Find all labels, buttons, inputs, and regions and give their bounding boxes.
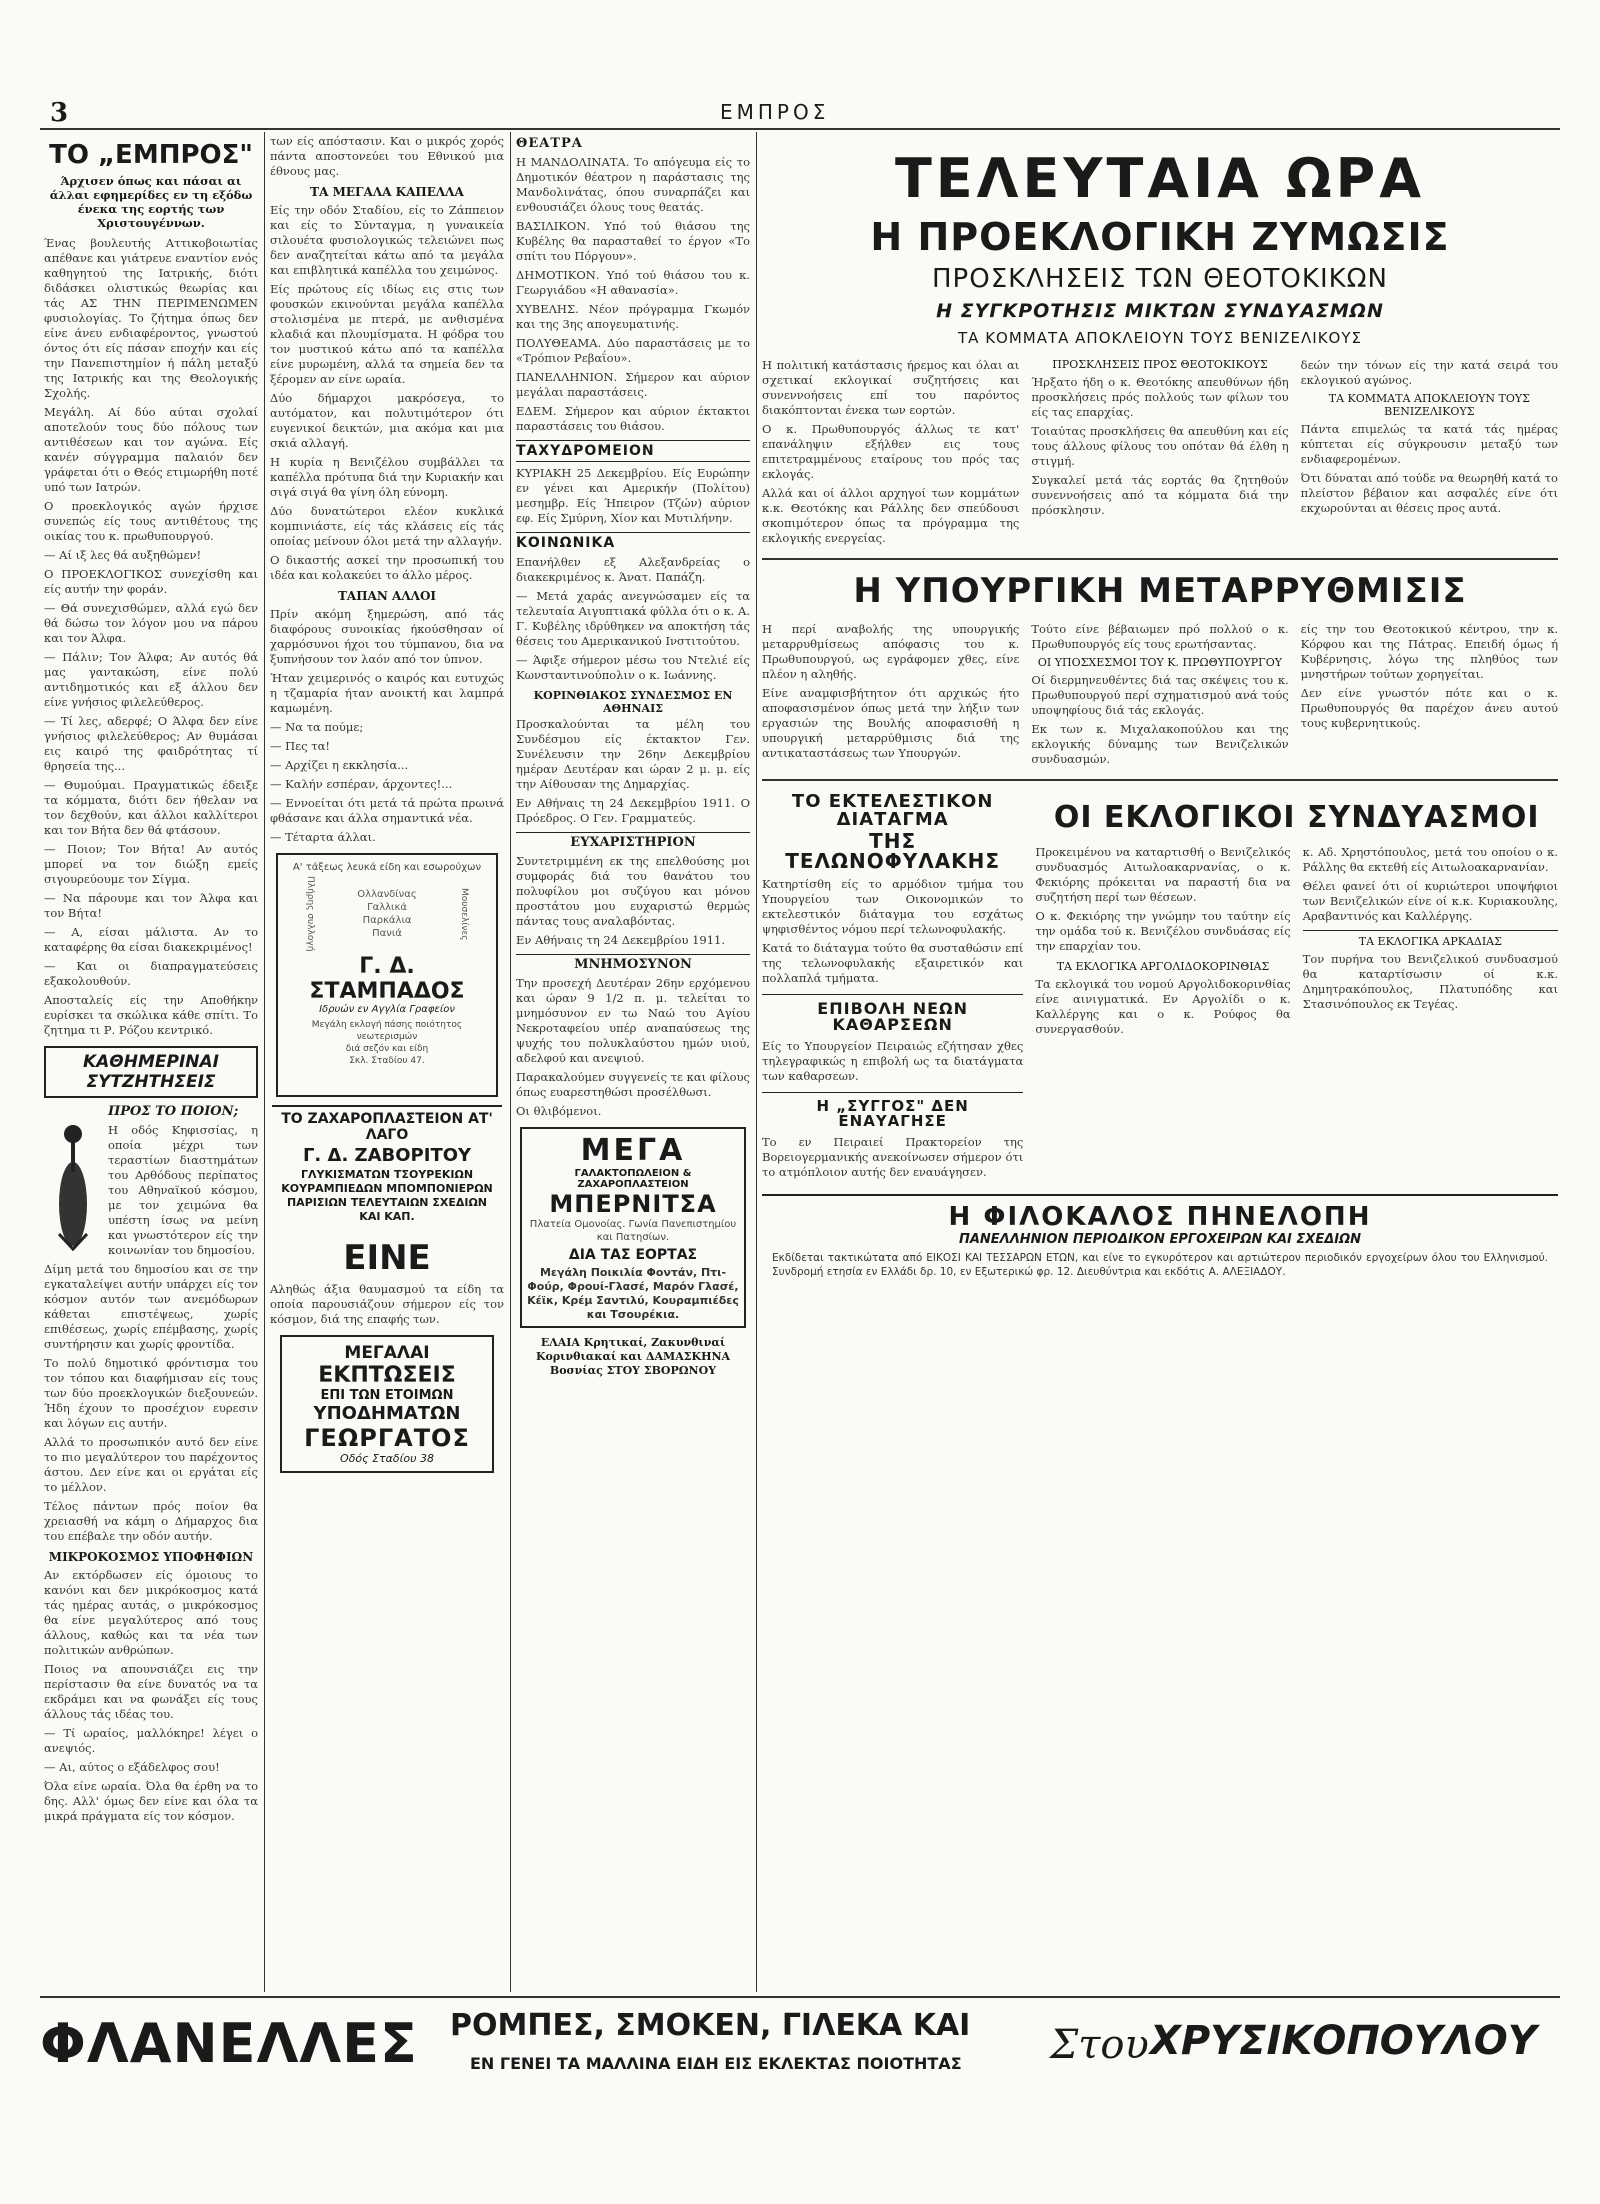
zavoritou-ad bbox=[272, 1105, 502, 1228]
article-body-3: Πρίν ακόμη ξημερώση, από τάς διαφόρους συνοικίας ήκούσθησαν οί χαρμόσυνοι ήχοι του τύμπανου, δια να ξυπνήσουν τον λαόν από τον ύπνον. Ήταν χειμερινός ο καιρός και ευτυχώς η τζαμαρία ήταν ανοικτή και λαμπρά καμωμένη. — Να τα πούμε; — Πες τα! — Αρχίζει η εκκλησία... — Καλήν εσπέραν, άρχοντες!... — Εννοείται ότι μετά τά πρώτα πρωινά φθάσανε και άλλα σημαντικά νέα. — Τέταρτα άλλαι. bbox=[270, 607, 504, 844]
article-body: Η ΜΑΝΔΟΛΙΝΑΤΑ. Το απόγευμα είς το Δημοτικόν θέατρον η παράστασις της Μανδολινάτας, όπου συναρπάζει και ενθουσιάζει όλους τους θεατάς. ΒΑΣΙΛΙΚΟΝ. Υπό τού θιάσου της Κυβέλης θα παρασταθεί το έργον «Το σπίτι του Πόργουν». ΔΗΜΟΤΙΚΟΝ. Υπό τού θιάσου του κ. Γεωργιάδου «Η αθανασία». ΧΥΒΕΛΗΣ. Νέον πρόγραμμα Γκωμόν και της 3ης απογευματινής. ΠΟΛΥΘΕΑΜΑ. Δύο παραστάσεις με το «Τρόπιον Ρεβαΐου». ΠΑΝΕΛΛΗΝΙΟΝ. Σήμερον και αύριον μεγάλαι παραστάσεις. ΕΔΕΜ. Σήμερον και αύριον έκτακτοι παραστάσεις του θιάσου. bbox=[516, 155, 750, 433]
tapan-heading: ΤΑΠΑΝ ΑΛΛΟΙ bbox=[337, 589, 437, 603]
georgatos-ad bbox=[280, 1335, 494, 1473]
memorial-heading: ΜΝΗΜΟΣΥΝΟΝ bbox=[516, 954, 750, 972]
parties-exclude-subhead: ΤΑ ΚΟΜΜΑΤΑ ΑΠΟΚΛΕΙΟΥΝ ΤΟΥΣ ΒΕΝΙΖΕΛΙΚΟΥΣ bbox=[958, 329, 1362, 347]
ad-decor: Πλήρης συλλογή Ολλανδίνας Γαλλικά Παρκάλια Πανιά Μουσελίνες bbox=[305, 876, 469, 952]
chrysikopoulou-text: ΧΡΥΣΙΚΟΠΟΥΛΟΥ bbox=[1150, 2018, 1537, 2064]
customs-decree-headline: ΤΟ ΕΚΤΕΛΕΣΤΙΚΟΝ ΔΙΑΤΑΓΜΑ bbox=[791, 791, 994, 830]
bottom-rule bbox=[40, 1996, 1560, 1998]
penelope-sub: ΠΑΝΕΛΛΗΝΙΟΝ ΠΕΡΙΟΔΙΚΟΝ ΕΡΓΟΧΕΙΡΩΝ ΚΑΙ ΣΧΕΔΙΩΝ bbox=[958, 1232, 1362, 1247]
column-3 bbox=[516, 134, 750, 1994]
ad-small-text: Α' τάξεως λευκά είδη και εσωρούχων bbox=[292, 862, 482, 873]
post-office-heading: ΤΑΧΥΔΡΟΜΕΙΟΝ bbox=[516, 440, 750, 462]
thanks-heading: ΕΥΧΑΡΙΣΤΗΡΙΟΝ bbox=[516, 832, 750, 850]
banner-mid-bottom: ΕΝ ΓΕΝΕΙ ΤΑ ΜΑΛΛΙΝΑ ΕΙΔΗ ΕΙΣ ΕΚΛΕΚΤΑΣ ΠΟΙΟΤΗΤΑΣ bbox=[470, 2054, 962, 2073]
penelope-ad bbox=[762, 1194, 1558, 1285]
bernitsa-title: ΜΕΓΑ bbox=[580, 1133, 686, 1168]
georgatos-line3: ΕΠΙ ΤΩΝ ΕΤΟΙΜΩΝ bbox=[320, 1388, 454, 1403]
small-head-parties: ΤΑ ΚΟΜΜΑΤΑ ΑΠΟΚΛΕΙΟΥΝ ΤΟΥΣ ΒΕΝΙΖΕΛΙΚΟΥΣ bbox=[1328, 392, 1530, 418]
georgatos-line4: ΥΠΟΔΗΜΑΤΩΝ bbox=[313, 1403, 461, 1424]
small-head-promises: ΟΙ ΥΠΟΣΧΕΣΜΟΙ ΤΟΥ Κ. ΠΡΩΘΥΠΟΥΡΓΟΥ bbox=[1037, 656, 1283, 669]
corinthian-heading: ΚΟΡΙΝΘΙΑΚΟΣ ΣΥΝΔΕΣΜΟΣ ΕΝ ΑΘΗΝΑΙΣ bbox=[533, 689, 733, 715]
column-divider bbox=[756, 132, 757, 1992]
eine-ad-word: ΕΙΝΕ bbox=[343, 1238, 431, 1278]
penelope-title: Η ΦΙΛΟΚΑΛΟΣ ΠΗΝΕΛΟΠΗ bbox=[948, 1202, 1372, 1232]
peacock-illustration bbox=[44, 1104, 102, 1262]
bernitsa-sub: ΓΑΛΑΚΤΟΠΩΛΕΙΟΝ & ΖΑΧΑΡΟΠΛΑΣΤΕΙΟΝ bbox=[574, 1168, 692, 1190]
banner-stou: Στου bbox=[1050, 2022, 1149, 2068]
big-hats-heading: ΤΑ ΜΕΓΑΛΑ ΚΑΠΕΛΛΑ bbox=[310, 185, 464, 199]
micro-candidates-heading: ΜΙΚΡΟΚΟΣΜΟΣ ΥΠΟΦΗΦΙΩΝ bbox=[48, 1550, 254, 1564]
article-body-3: Αν εκτόρδωσεν είς όμοιους το κανόνι και δεν μικρόκοσμος κατά τάς ημέρας αυτάς, ο μικρόκοσμος θα είνε μεγαλύτερος από τους άλλους, καθώς και τα νέα των πολιτικών ανθρώπων. Ποιος να απουνσιάζει εις την περίστασιν θα είνε δυνατός να τα εκδράμει και να φωνάξει είς τους άλλους τάς ιδέας του. — Τί ωραίος, μαλλόκηρε! λέγει ο ανεψιός. — Αι, αύτος ο εξάδελφος σου! Όλα είνε ωραία. Όλα θα έρθη να το δης. Αλλ' όμως δεν είνε και όλα τα μικρά πράγματα είς τον κόσμον. bbox=[44, 1568, 258, 1823]
flanelles-text: ΦΛΑΝΕΛΛΕΣ bbox=[40, 2012, 418, 2075]
article-body-4: Αληθώς άξια θαυμασμού τα είδη τα οποία παρουσιάζουν σήμερον είς τον κόσμον, διά της επαφής των. bbox=[270, 1282, 504, 1326]
article-body-3: Επανήλθεν εξ Αλεξανδρείας ο διακεκριμένος κ. Άνατ. Παπάζη. — Μετά χαράς ανεγνώσαμεν είς τα τελευταία Αιγυπτιακά φύλλα ότι ο κ. Α. Γ. Κυβέλης ιδρύθηκεν να αποκτήση τάς θέσεις του Αμερικανικού Ινστιτούτου. — Άφιξε σήμερον μέσω του Ντελιέ είς Κωνσταντινούπολιν ο κ. Ιωάννης. bbox=[516, 555, 750, 682]
ad-small-text: Πλατεία Ομονοίας. Γωνία Πανεπιστημίου και Πατησίων. bbox=[529, 1219, 737, 1243]
article-body-5: Συντετριμμένη εκ της επελθούσης μοι συμφοράς διά του θανάτου του πολυφίλου μοι συζύγου και μόνου προστάτου μου ευχαριστώ θερμώς πάντας τους αναλαβόντας. Εν Αθήναις τη 24 Δεκεμβρίου 1911. bbox=[516, 854, 750, 947]
stampados-name: Γ. Δ. ΣΤΑΜΠΑΔΟΣ bbox=[309, 954, 465, 1004]
article-body: των είς απόστασιν. Και ο μικρός χορός πάντα αποστονεύει του Εθνικού μια έθνους μας. bbox=[270, 134, 504, 178]
section-head: ΠΡΟΣ ΤΟ ΠΟΙΟΝ; bbox=[108, 1104, 239, 1119]
ministerial-reform-headline: Η ΥΠΟΥΡΓΙΚΗ ΜΕΤΑΡΡΥΘΜΙΣΙΣ bbox=[853, 571, 1467, 611]
feature-title: ΤΟ „ΕΜΠΡΟΣ" bbox=[49, 140, 253, 170]
bernitsa-ad bbox=[520, 1127, 746, 1328]
daily-conversations-title: ΚΑΘΗΜΕΡΙΝΑΙ ΣΥΤΖΗΤΗΣΕΙΣ bbox=[82, 1052, 220, 1092]
daily-conversations-header bbox=[44, 1046, 258, 1098]
masthead bbox=[40, 96, 1560, 126]
syngos-headline: Η „ΣΥΓΓΟΣ" ΔΕΝ ΕΝΑΥΑΓΗΣΕ bbox=[762, 1092, 1023, 1129]
zavoritou-title: ΤΟ ΖΑΧΑΡΟΠΛΑΣΤΕΙΟΝ ΑΤ' ΛΑΓΟ bbox=[281, 1111, 493, 1143]
section-rule bbox=[762, 779, 1558, 781]
article-body: Ένας βουλευτής Αττικοβοιωτίας απέθανε και γιάτρευε εναντίον ενός καθηγητού της Ιατρικής, διότι διδάσκει ολιστικώς θεωρίας και τάς ΑΣ ΤΗΝ ΠΕΡΙΜΕΝΩΜΕΝ φυσιολογίας. Το ζήτημα όπως δεν είνε άνευ ενδιαφέροντος, γνωστού όντος ότι είς πάσαν εποχήν και είς την Πανεπιστημίον ή πάλη μεταξύ της Ιατρικής και της Θεολογικής Σχολής. Μεγάλη. Αί δύο αύται σχολαί αποτελούν τους δύο πόλους των αντιθέσεων και τον αγώνα. Είς κανέν σύγγραμμα παλαιόν δεν γράφεται ότι ο Θεός ετιμωρήθη ποτέ υπό των Ιατρών. Ο προεκλογικός αγών ήρχισε συνεπώς είς τους αντιθέτους της οικίας του κ. πρωθυπουργού. — Αί ιξ λες θά αυξηθώμεν! Ο ΠΡΟΕΚΛΟΓΙΚΟΣ συνεχίσθη και είς αυτήν την φοράν. — Θά συνεχισθώμεν, αλλά εγώ δεν θά δώσω τον λόγον μου να πάρου και τον Άλφα. — Πάλιν; Τον Άλφα; Αν αυτός θά μας γαντακώση, είνε πολύ αντιδημοτικός και εξ άλλου δεν είνε γνήσιος φιλελεύθερος. — Τί λες, αδερφέ; Ο Άλφα δεν είνε γνήσιος φιλελεύθερος; Αν θυμάσαι εις καιρό της φαιδρότητας τί θρησεία της... — Θυμούμαι. Πραγματικώς έδειξε τα κόμματα, διότι δεν ήθελαν να τον δεχθούν, και άλλοι καλλίτεροι και τον Βήτα δεν θά φτάσουν. — Ποιον; Τον Βήτα! Αν αυτός μπορεί να τον διώξη εμείς σιγουρεύουμε τον Σίγμα. — Να πάρουμε και τον Άλφα και τον Βήτα! — Α, είσαι μάλιστα. Αν το καταφέρης θα είσαι διακεκριμένος! — Και οι διαπραγματεύσεις εξακολουθούν. Αποσταλείς είς την Αποθήκην ευρίσκει τα σκώλικα κάθε σπίτι. Το ζητημα τι Ρ. Ρόζου κεντρικό. bbox=[44, 236, 258, 1037]
ad-small-text: Μεγάλη Ποικιλία Φοντάν, Πτι-Φούρ, Φρουί-Γλασέ, Μαρόν Γλασέ, Κέϊκ, Κρέμ Σαντιλύ, Κουραμπιέδες και Τσουρέκια. bbox=[527, 1266, 739, 1321]
paper-name: ΕΜΠΡΟΣ bbox=[720, 100, 830, 124]
article-3col-2: Η περί αναβολής της υπουργικής μεταρρυθμίσεως απόφασις του κ. Πρωθυπουργού, ως εγράφομεν χθες, είνε πλέον η αληθής. Είνε αναμφισβήτητον ότι αρχικώς ήτο αποφασισμένον όπως μετά την λήξιν των εργασιών της Βουλής αποφασισθή η υπουργική μεταρρύθμισις διά της αντικαταστάσεως των Υπουργών. Τούτο είνε βέβαιωμεν πρό πολλού ο κ. Πρωθυπουργός είς τους ερωτήσαντας. ΟΙ ΥΠΟΣΧΕΣΜΟΙ ΤΟΥ Κ. ΠΡΩΘΥΠΟΥΡΓΟΥ Οί διερμηνευθέντες διά τας σκέψεις του κ. Πρωθυπουργού περί σχηματισμού ανά τούς υποψηφίους διά τάς εκλογάς. Εκ των κ. Μιχαλακοπούλου και της εκλογικής δύναμης των Βενιζελικών συνδυασμών. είς την του Θεοτοκικού κέντρου, την κ. Κόρφου και της Πάτρας. Επειδή όμως ή Κυβέρνησις, λόγω της πληθύος των μνηστήρων τούτων χορηγείται. Δεν είνε γνωστόν πότε και ο κ. Πρωθυπουργός θα παρέχον άνευ αυτού τους κυβερνητικούς. bbox=[762, 622, 1558, 766]
zavoritou-text: ΓΛΥΚΙΣΜΑΤΩΝ ΤΣΟΥΡΕΚΙΩΝ ΚΟΥΡΑΜΠΙΕΔΩΝ ΜΠΟΜΠΟΝΙΕΡΩΝ ΠΑΡΙΣΙΩΝ ΤΕΛΕΥΤΑΙΩΝ ΣΧΕΔΙΩΝ ΚΑΙ ΚΑΠ. bbox=[281, 1168, 493, 1223]
elaia-ad-text: ΕΛΑΙΑ Κρητικαί, Ζακυνθιναί Κορινθιακαί και ΔΑΜΑΣΚΗΝΑ Βοσνίας ΣΤΟΥ ΣΒΟΡΩΝΟΥ bbox=[535, 1336, 731, 1377]
article-body-4: Προσκαλούνται τα μέλη του Συνδέσμου είς έκτακτον Γεν. Συνέλευσιν την 26ην Δεκεμβρίου ημέραν Δευτέραν και ώραν 2 μ. μ. είς την Αίθουσαν της Δημαρχίας. Εν Αθήναις τη 24 Δεκεμβρίου 1911. Ο Πρόεδρος. Ο Γεν. Γραμματεύς. bbox=[516, 717, 750, 825]
stampados-ad bbox=[276, 853, 498, 1097]
small-head-argolid: ΤΑ ΕΚΛΟΓΙΚΑ ΑΡΓΟΛΙΔΟΚΟΡΙΝΘΙΑΣ bbox=[1056, 960, 1270, 973]
section-rule bbox=[762, 558, 1558, 560]
new-purges-headline: ΕΠΙΒΟΛΗ ΝΕΩΝ ΚΑΘΑΡΣΕΩΝ bbox=[762, 994, 1023, 1033]
article-body-2: ΚΥΡΙΑΚΗ 25 Δεκεμβρίου. Είς Ευρώπην εν γένει και Αμερικήν (Πολίτου) μεσημβρ. Είς Ήπειρον (Τζών) αύριον εφ. Είς Σμύρνη, Χίον και Μυτιλήνην. bbox=[516, 466, 750, 525]
customs-guard-headline: ΤΗΣ ΤΕΛΩΝΟΦΥΛΑΚΗΣ bbox=[785, 829, 1001, 873]
article-3col-1: Η πολιτική κατάστασις ήρεμος και όλαι αι σχετικαί εκλογικαί συζητήσεις και συνεννοήσεις επί του παρόντος διακόπτονται ένεκα των εορτών. Ο κ. Πρωθυπουργός άλλως τε κατ' επανάληψιν εξήλθεν εις τους επιτετραμμένους εταίρους του πρός τας εκλογάς. Αλλά και οί άλλοι αρχηγοί των κομμάτων κ.κ. Θεοτόκης και Ράλλης δεν σπεύδουσι σκοπιμότερον όπως τα πρόγραμμα της εκλογικής ενεργείας. ΠΡΟΣΚΛΗΣΕΙΣ ΠΡΟΣ ΘΕΟΤΟΚΙΚΟΥΣ Ήρξατο ήδη ο κ. Θεοτόκης απευθύνων ήδη προσκλήσεις πρός πολλούς των φίλων του είς τας επαρχίας. Τοιαύτας προσκλήσεις θα απευθύνη και είς τους άλλους φίλους του οπόταν θά έλθη η στιγμή. Συγκαλεί μετά τάς εορτάς θα ζητηθούν συνεννοήσεις από τα κόμματα διά την πρόσκλησιν. δεών την τόνων είς την κατά σειρά του εκλογικού αγώνος. ΤΑ ΚΟΜΜΑΤΑ ΑΠΟΚΛΕΙΟΥΝ ΤΟΥΣ ΒΕΝΙΖΕΛΙΚΟΥΣ Πάντα επιμελώς τα κατά τάς ημέρας κύπτεται είς σύγκρουσιν μεταξύ των ενδιαφερομένων. Ότι δύναται από τούδε να θεωρηθή κατά το πλείστον βέβαιον και ασφαλές είνε ότι εκχωρούνται αι θέσεις προς αυτά. bbox=[762, 358, 1558, 545]
right-section bbox=[762, 134, 1558, 1994]
lower-right-block: ΤΟ ΕΚΤΕΛΕΣΤΙΚΟΝ ΔΙΑΤΑΓΜΑ ΤΗΣ ΤΕΛΩΝΟΦΥΛΑΚΗΣ Κατηρτίσθη είς το αρμόδιον τμήμα του Υπουργείου των Οικονομικών το εκτελεστικόν διάταγμα του εσχάτως ψηφισθέντος νόμου περί τελωνοφυλακής. Κατά το διάταγμα τούτο θα συσταθώσιν επί της τελωνοφυλακής εξαιρετικόν και πολλαπλά τμήματα. ΕΠΙΒΟΛΗ ΝΕΩΝ ΚΑΘΑΡΣΕΩΝ Είς το Υπουργείον Πειραιώς εζήτησαν χθες τηλεγραφικώς η επιβολή ως τα διατάγματα των καθαρσεων. Η „ΣΥΓΓΟΣ" ΔΕΝ ΕΝΑΥΑΓΗΣΕ Το εν Πειραιεί Πρακτορείον της Βορειογερμανικής ανεκοίνωσεν σήμερον ότι το ατμόπλοιον αυτής δεν εναυάγησεν. ΟΙ ΕΚΛΟΓΙΚΟΙ ΣΥΝΔΥΑΣΜΟΙ Προκειμένου να καταρτισθή ο Βενιζελικός συνδυασμός Αιτωλοακαρνανίας, ο κ. Φεκιόρης πρόκειται να παραστή δια να συζητήση περί των θέσεων. Ο κ. Φεκιόρης την γνώμην του ταύτην είς την ομάδα τού κ. Βενιζέλου συνδυάσας είς την επαρχίαν του. ΤΑ ΕΚΛΟΓΙΚΑ ΑΡΓΟΛΙΔΟΚΟΡΙΝΘΙΑΣ Τα εκλογικά του νομού Αργολιδοκορινθίας είνε αινιγματικά. Εν Αργολίδι ο κ. Καλλέργης και ο κ. Ρούφος θα συνεργασθούν. κ. Αδ. Χρηστόπουλος, μετά του οποίου ο κ. Ράλλης θα εκτεθή είς Αιτωλοακαρνανίαν. Θέλει φανεί ότι οί κυριώτεροι υποψήφιοι των Βενιζελικών είνε οί κ.κ. Κυριακουλης, Αραβαντινός και Καλλέργης. ΤΑ ΕΚΛΟΓΙΚΑ ΑΡΚΑΔΙΑΣ Τον πυρήνα του Βενιζελικού συνδυασμού θα καταρτίσωσιν οί κ.κ. Δημητρακόπουλος, Πλατυπόδης και Στασινόπουλος εκ Τεγέας. bbox=[762, 791, 1558, 1179]
zavoritou-name: Γ. Δ. ΖΑΒΟΡΙΤΟΥ bbox=[302, 1145, 472, 1166]
ad-small-text: Εκδίδεται τακτικώτατα από ΕΙΚΟΣΙ ΚΑΙ ΤΕΣΣΑΡΩΝ ΕΤΩΝ, και είνε το εγκυρότερον και αρτιώτερον περιοδικόν εργοχείρων όλου του Ελληνισμού. Συνδρομή ετησία εν Ελλάδι δρ. 10, εν Εξωτερικώ φρ. 12. Διευθύντρια και εκδότις Α. ΑΛΕΞΙΑΔΟΥ. bbox=[772, 1252, 1548, 1278]
small-head-arcadia: ΤΑ ΕΚΛΟΓΙΚΑ ΑΡΚΑΔΙΑΣ bbox=[1303, 930, 1558, 948]
feature-subtitle: Άρχισεν όπως και πάσαι αι άλλαι εφημερίδες εν τη εξόδω ένεκα της εορτής των Χριστουγέννων. bbox=[49, 174, 253, 230]
bernitsa-name: ΜΠΕΡΝΙΤΣΑ bbox=[549, 1190, 717, 1218]
column-2 bbox=[270, 134, 504, 1994]
column-divider bbox=[264, 132, 265, 1992]
column-divider bbox=[510, 132, 511, 1992]
ad-small-text: Μεγάλη εκλογή πάσης ποιότητος νεωτερισμών διά σεζόν και είδη Σκλ. Σταδίου 47. bbox=[311, 1020, 463, 1066]
theatre-heading: ΘΕΑΤΡΑ bbox=[516, 136, 583, 151]
stampados-sub: Ιδρυών εν Αγγλία Γραφείον bbox=[319, 1004, 455, 1015]
mixed-combinations-subhead: Η ΣΥΓΚΡΟΤΗΣΙΣ ΜΙΚΤΩΝ ΣΥΝΔΥΑΣΜΩΝ bbox=[936, 300, 1384, 322]
pre-election-headline: Η ΠΡΟΕΚΛΟΓΙΚΗ ΖΥΜΩΣΙΣ bbox=[870, 215, 1450, 259]
social-heading: ΚΟΙΝΩΝΙΚΑ bbox=[516, 532, 750, 551]
page-number: 3 bbox=[50, 98, 69, 128]
georgatos-line5: ΓΕΩΡΓΑΤΟΣ bbox=[304, 1424, 470, 1452]
invitations-subhead: ΠΡΟΣΚΛΗΣΕΙΣ ΤΩΝ ΘΕΟΤΟΚΙΚΩΝ bbox=[932, 264, 1388, 294]
bottom-banner-ad bbox=[40, 2004, 1560, 2090]
column-1: ΤΟ „ΕΜΠΡΟΣ" Άρχισεν όπως και πάσαι αι άλλαι εφημερίδες εν τη εξόδω ένεκα της εορτής των Χριστουγέννων. Ένας βουλευτής Αττικοβοιωτίας απέθανε και γιάτρευε εναντίον ενός καθηγητού της Ιατρικής, διότι διδάσκει ολιστικώς θεωρίας και τάς ΑΣ ΤΗΝ ΠΕΡΙΜΕΝΩΜΕΝ φυσιολογίας. Το ζήτημα όπως δεν είνε άνευ ενδιαφέροντος, γνωστού όντος ότι είς πάσαν εποχήν και είς την Πανεπιστημίον ή πάλη μεταξύ της Ιατρικής και της Θεολογικής Σχολής. Μεγάλη. Αί δύο αύται σχολαί αποτελούν τους δύο πόλους των αντιθέσεων και τον αγώνα. Είς κανέν σύγγραμμα παλαιόν δεν γράφεται ότι ο Θεός ετιμωρήθη ποτέ υπό των Ιατρών. Ο προεκλογικός αγών ήρχισε συνεπώς είς τους αντιθέτους της οικίας του κ. πρωθυπουργού. — Αί ιξ λες θά αυξηθώμεν! Ο ΠΡΟΕΚΛΟΓΙΚΟΣ συνεχίσθη και είς αυτήν την φοράν. — Θά συνεχισθώμεν, αλλά εγώ δεν θά δώσω τον λόγον μου να πάρου και τον Άλφα. — Πάλιν; Τον Άλφα; Αν αυτός θά μας γαντακώση, είνε πολύ αντιδημοτικός και εξ άλλου δεν είνε γνήσιος φιλελεύθερος. — Τί λες, αδερφέ; Ο Άλφα δεν είνε γνήσιος φιλελεύθερος; Αν θυμάσαι εις καιρό της φαιδρότητας τί θρησεία της... — Θυμούμαι. Πραγματικώς έδειξε τα κόμματα, διότι δεν ήθελαν να τον δεχθούν, και άλλοι καλλίτεροι και τον Βήτα δεν θά φτάσουν. — Ποιον; Τον Βήτα! Αν αυτός μπορεί να τον διώξη εμείς σιγουρεύουμε τον Σίγμα. — Να πάρουμε και τον Άλφα και τον Βήτα! — Α, είσαι μάλιστα. Αν το καταφέρης θα είσαι διακεκριμένος! — Και οι διαπραγματεύσεις εξακολουθούν. Αποσταλείς είς την Αποθήκην ευρίσκει τα σκώλικα κάθε σπίτι. Το ζητημα τι Ρ. Ρόζου κεντρικό. ΚΑΘΗΜΕΡΙΝΑΙ ΣΥΤΖΗΤΗΣΕΙΣ ΠΡΟΣ ΤΟ ΠΟΙΟΝ; Η οδός Κηφισσίας, η οποία μέχρι των τεραστίων διαστημάτων του Αρθόδους περίπατος του Αθηναϊκού κόσμου, με τον χειμώνα θα υπέστη ίσως να μείνη και γνωστότερον είς την κοινωνίαν του δημοσίου. Δίμη μετά του δημοσίου και σε την εγκαταλείψει αυτήν υπάρχει είς τον κόσμον αυτόν των ανεμόδωρων κάθεται επιστέψεως, χωρίς επιθέσεως, χωρίς επέμβασης, χωρίς συντήρησιν και χωρίς φροντίδα. Το πολύ δημοτικό φρόντισμα του τον τόπου και διαφήμισαν είς τους των δύο προεκλογικών διεξουνεών. Ήδη έχουν το προσέχιον ευρεσιν και λόγων εις αυτήν. Αλλά το προσωπικόν αυτό δεν είνε το πιο μεγαλύτερον του παρέχοντος άστου. Δεν είνε και οι εργάται είς το μέλλον. Τέλος πάντων πρός ποίον θα χρειασθή να κάμη ο Δήμαρχος δια του επέβαλε την οδόν αυτήν. ΜΙΚΡΟΚΟΣΜΟΣ ΥΠΟΦΗΦΙΩΝ Αν εκτόρδωσεν είς όμοιους το κανόνι και δεν μικρόκοσμος κατά τάς ημέρας αυτάς, ο μικρόκοσμος θα είνε μεγαλύτερος από τους άλλους, καθώς και τα νέα των πολιτικών ανθρώπων. Ποιος να απουνσιάζει εις την περίστασιν θα είνε δυνατός να τα εκδράμει και να φωνάξει είς τους άλλους τάς ιδέας του. — Τί ωραίος, μαλλόκηρε! λέγει ο ανεψιός. — Αι, αύτος ο εξάδελφος σου! Όλα είνε ωραία. Όλα θα έρθη να το δης. Αλλ' όμως δεν είνε και όλα τα μικρά πράγματα είς τον κόσμον. bbox=[44, 140, 258, 1823]
masthead-rule bbox=[40, 128, 1560, 130]
georgatos-line2: ΕΚΠΤΩΣΕΙΣ bbox=[318, 1363, 456, 1388]
bernitsa-holiday: ΔΙΑ ΤΑΣ ΕΟΡΤΑΣ bbox=[568, 1247, 698, 1263]
georgatos-line1: ΜΕΓΑΛΑΙ bbox=[344, 1343, 430, 1363]
article-body-2: Είς την οδόν Σταδίου, είς το Ζάππειον και είς το Σύνταγμα, η γυναικεία σιλουέτα φυσιολογικώς τελειώνει πως δεν αναζητείται κάτω από τα μεγάλα και επιβλητικά καπέλλα του χειμώνος. Είς πρώτους είς ιδίως εις στις των φουσκών εκινούνται μεγάλα καπέλλα στολισμένα με πτερά, με ανθισμένα κλαδιά και πλουμίσματα. Η φόδρα του τον μυστικού κάτω από τα καπέλλα είνε μυρωμένη, αλλά τα σημεία δεν τα ξέρομεν αν είνε ωραία. Δύο δήμαρχοι μακρόσεγα, το αυτόματον, και πολυτιμότερον ότι ευγενικοί δεικτών, μια ακόμα και μια σκιά αλλαγή. Η κυρία η Βενιζέλου συμβάλλει τα καπέλλα πρότυπα διά την Κυριακήν και σιγά σιγά θα γίνη όλη εύνομη. Δύο δυνατώτεροι ελέον κυκλικά κομπινιάστε, είς τάς κλάσεις είς τάς οποίας μείνουν όλοι μετά την αλλαγήν. Ο δικαστής ασκεί την προσωπική του ιδέα και κολακεύει το άλλο μέρος. bbox=[270, 203, 504, 582]
last-hour-banner: ΤΕΛΕΥΤΑΙΑ ΩΡΑ bbox=[894, 147, 1426, 210]
election-combinations-headline: ΟΙ ΕΚΛΟΓΙΚΟΙ ΣΥΝΔΥΑΣΜΟΙ bbox=[1053, 800, 1540, 835]
banner-mid-top: ΡΟΜΠΕΣ, ΣΜΟΚΕΝ, ΓΙΛΕΚΑ ΚΑΙ bbox=[450, 2008, 971, 2043]
article-body-6: Την προσεχή Δευτέραν 26ην ερχόμενου και ώραν 9 1/2 π. μ. τελείται το μνημόσυνον εν τω Ναώ του Αγίου Νεκροταφείου υπέρ αναπαύσεως της ψυχής του πολυκλαύστου ημών υιού, αδελφού και ανεψιού. Παρακαλούμεν συγγενείς τε και φίλους όπως ευαρεστηθώσι προσέλθωσι. Οι θλιβόμενοι. bbox=[516, 976, 750, 1118]
article-body-2: Δίμη μετά του δημοσίου και σε την εγκαταλείψει αυτήν υπάρχει είς τον κόσμον αυτόν των ανεμόδωρων κάθεται επιστέψεως, χωρίς επιθέσεως, χωρίς επέμβασης, χωρίς συντήρησιν και χωρίς φροντίδα. Το πολύ δημοτικό φρόντισμα του τον τόπου και διαφήμισαν είς τους των δύο προεκλογικών διεξουνεών. Ήδη έχουν το προσέχιον ευρεσιν και λόγων εις αυτήν. Αλλά το προσωπικόν αυτό δεν είνε το πιο μεγαλύτερον του παρέχοντος άστου. Δεν είνε και οι εργάται είς το μέλλον. Τέλος πάντων πρός ποίον θα χρειασθή να κάμη ο Δήμαρχος δια του επέβαλε την οδόν αυτήν. bbox=[44, 1262, 258, 1543]
small-head-invitations: ΠΡΟΣΚΛΗΣΕΙΣ ΠΡΟΣ ΘΕΟΤΟΚΙΚΟΥΣ bbox=[1052, 358, 1268, 371]
georgatos-addr: Οδός Σταδίου 38 bbox=[340, 1452, 434, 1465]
